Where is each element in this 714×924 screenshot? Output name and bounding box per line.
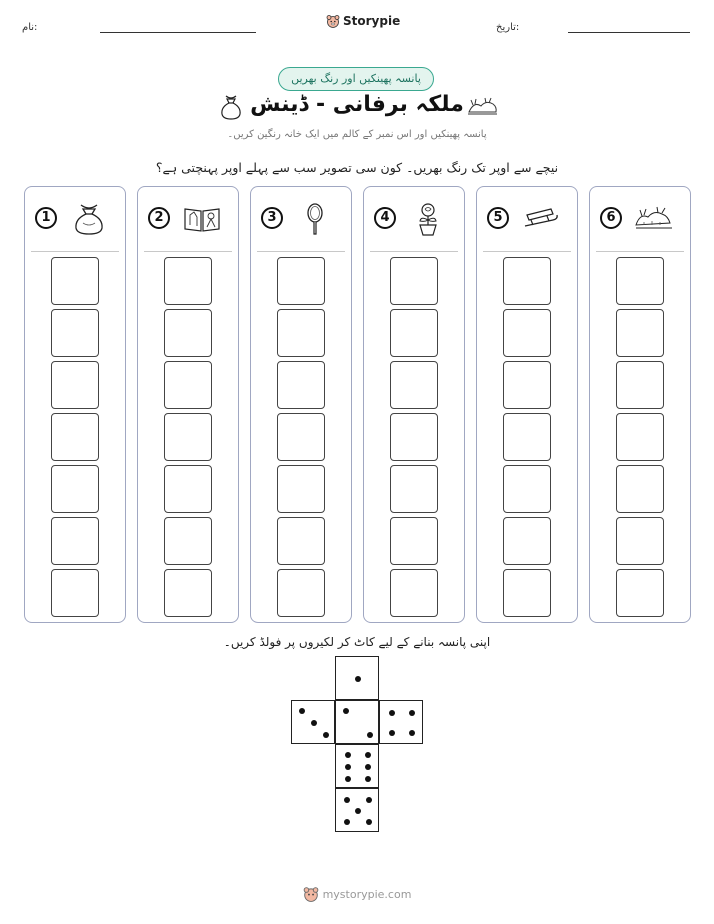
color-box[interactable]	[390, 361, 438, 409]
activity-badge: پانسہ پھینکیں اور رنگ بھریں	[278, 67, 434, 91]
column-4	[363, 186, 465, 623]
date-line[interactable]	[568, 32, 690, 33]
potted-rose-icon	[408, 201, 448, 237]
column-header	[251, 187, 351, 251]
column-number: 3	[261, 207, 283, 229]
column-number: 2	[148, 207, 170, 229]
race-columns	[24, 186, 690, 623]
reindeer-sleigh-icon	[634, 201, 674, 237]
column-header	[364, 187, 464, 251]
question: نیچے سے اوپر تک رنگ بھریں۔ کون سی تصویر سب سے پہلے اوپر پہنچتی ہے؟	[155, 160, 559, 175]
column-3	[250, 186, 352, 623]
color-box[interactable]	[51, 465, 99, 513]
sack-icon	[69, 201, 109, 237]
dice-pip	[389, 710, 395, 716]
color-box[interactable]	[277, 413, 325, 461]
color-box[interactable]	[164, 517, 212, 565]
color-box[interactable]	[51, 569, 99, 617]
color-box[interactable]	[503, 361, 551, 409]
color-box[interactable]	[164, 465, 212, 513]
dice-pip	[355, 676, 361, 682]
color-box[interactable]	[277, 361, 325, 409]
color-box[interactable]	[390, 309, 438, 357]
dice-pip	[367, 732, 373, 738]
name-line[interactable]	[100, 32, 256, 33]
color-box[interactable]	[503, 517, 551, 565]
column-number: 6	[600, 207, 622, 229]
dice-pip	[365, 752, 371, 758]
column-5	[476, 186, 578, 623]
color-box[interactable]	[51, 413, 99, 461]
column-header	[25, 187, 125, 251]
dice-pip	[365, 764, 371, 770]
color-box[interactable]	[164, 413, 212, 461]
color-box[interactable]	[616, 413, 664, 461]
color-box[interactable]	[616, 517, 664, 565]
column-header	[590, 187, 690, 251]
color-box[interactable]	[503, 465, 551, 513]
footer-url[interactable]: mystorypie.com	[322, 887, 412, 901]
dice-pip	[366, 797, 372, 803]
dice-pip	[344, 819, 350, 825]
color-box[interactable]	[164, 569, 212, 617]
column-1	[24, 186, 126, 623]
color-box[interactable]	[277, 309, 325, 357]
column-number: 1	[35, 207, 57, 229]
dice-instruction: اپنی پانسہ بنانے کے لیے کاٹ کر لکیروں پر فولڈ کریں۔	[223, 635, 491, 649]
date-label: تاریخ:	[496, 22, 520, 33]
color-box[interactable]	[616, 569, 664, 617]
color-box[interactable]	[51, 309, 99, 357]
name-label: نام:	[22, 22, 38, 33]
color-box[interactable]	[390, 413, 438, 461]
column-number: 5	[487, 207, 509, 229]
column-header	[138, 187, 238, 251]
dice-face-3	[291, 700, 335, 744]
color-box[interactable]	[51, 517, 99, 565]
subtitle: پانسہ پھینکیں اور اس نمبر کے کالم میں ایک خانہ رنگین کریں۔	[227, 129, 487, 140]
storypie-logo-icon	[326, 14, 340, 28]
dice-pip	[345, 764, 351, 770]
column-header	[477, 187, 577, 251]
color-box[interactable]	[503, 309, 551, 357]
dice-pip	[355, 808, 361, 814]
dice-face-6	[335, 744, 379, 788]
color-box[interactable]	[390, 517, 438, 565]
brand-name: Storypie	[343, 14, 401, 28]
color-box[interactable]	[390, 569, 438, 617]
color-box[interactable]	[164, 361, 212, 409]
dice-pip	[345, 752, 351, 758]
dice-pip	[299, 708, 305, 714]
color-box[interactable]	[503, 257, 551, 305]
color-box[interactable]	[164, 257, 212, 305]
dice-pip	[409, 730, 415, 736]
dice-net[interactable]	[290, 656, 426, 836]
dice-face-1	[335, 656, 379, 700]
dice-pip	[344, 797, 350, 803]
color-box[interactable]	[503, 569, 551, 617]
dice-pip	[343, 708, 349, 714]
dice-pip	[366, 819, 372, 825]
sled-icon	[521, 201, 561, 237]
color-box[interactable]	[277, 465, 325, 513]
dice-pip	[345, 776, 351, 782]
color-box[interactable]	[616, 309, 664, 357]
color-box[interactable]	[164, 309, 212, 357]
brand-logo	[326, 14, 400, 28]
dice-pip	[389, 730, 395, 736]
mirror-icon	[295, 201, 335, 237]
color-box[interactable]	[616, 361, 664, 409]
color-box[interactable]	[51, 361, 99, 409]
column-number: 4	[374, 207, 396, 229]
page-title: ملکہ برفانی - ڈینش	[250, 92, 464, 117]
dice-face-5	[335, 788, 379, 832]
color-box[interactable]	[277, 569, 325, 617]
column-6	[589, 186, 691, 623]
color-box[interactable]	[277, 257, 325, 305]
dice-pip	[365, 776, 371, 782]
dice-face-4	[379, 700, 423, 744]
footer	[0, 886, 714, 902]
dice-pip	[323, 732, 329, 738]
reindeer-sleigh-icon	[466, 96, 500, 118]
color-box[interactable]	[616, 465, 664, 513]
color-box[interactable]	[616, 257, 664, 305]
storybook-icon	[182, 201, 222, 237]
color-box[interactable]	[503, 413, 551, 461]
dice-pip	[311, 720, 317, 726]
color-box[interactable]	[390, 465, 438, 513]
storypie-logo-icon	[303, 886, 319, 902]
color-box[interactable]	[390, 257, 438, 305]
dice-pip	[409, 710, 415, 716]
color-box[interactable]	[277, 517, 325, 565]
column-2	[137, 186, 239, 623]
dice-face-2	[335, 700, 379, 744]
color-box[interactable]	[51, 257, 99, 305]
